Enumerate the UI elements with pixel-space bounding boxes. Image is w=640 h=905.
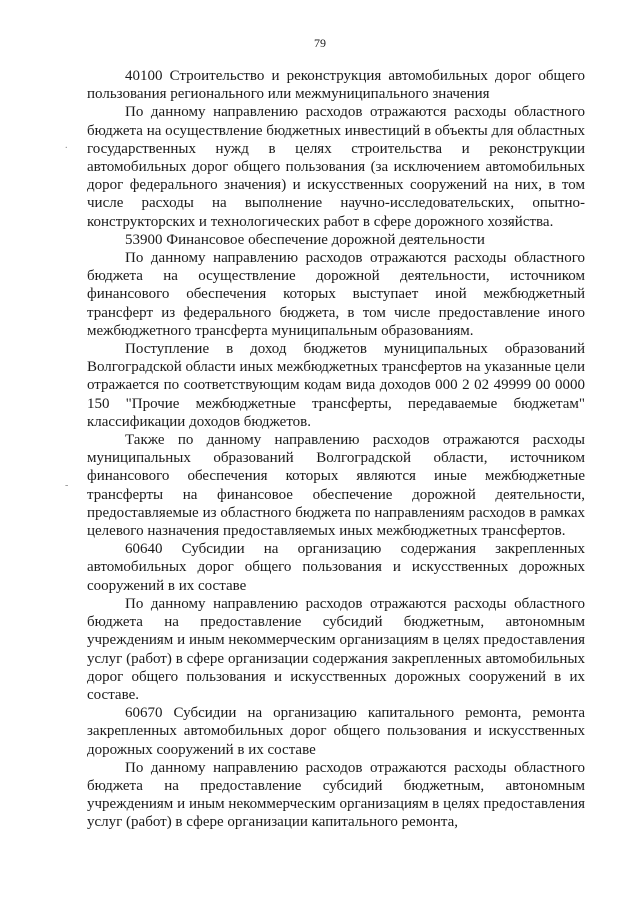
paragraph: Поступление в доход бюджетов муниципальных образований Волгоградской области иных межбюджетных трансфертов на указанные цели отражается по соответствующим кодам вида доходов 000 2 02 49999 00 0000 150 "Прочие межбюджетные трансферты, передаваемые бюджетам" классификации доходов бюджетов. — [87, 341, 585, 430]
margin-mark: - — [65, 480, 69, 491]
paragraph: По данному направлению расходов отражаются расходы областного бюджета на осуществление бюджетных инвестиций в объекты для областных государственных нужд в целях строительства и реконструкции автомобильных дорог общего пользования (за исключением автомобильных дорог федерального значения) и искусственных сооружений на них, в том числе расходы на выполнение научно-исследовательских, опытно-конструкторских и технологических работ в сфере дорожного хозяйства. — [87, 104, 585, 230]
paragraph: Также по данному направлению расходов отражаются расходы муниципальных образований Волгоградской области, источником финансового обеспечения которых являются иные межбюджетные трансферты на финансовое обеспечение дорожной деятельности, предоставляемые из областного бюджета по направлениям расходов в рамках целевого назначения предоставляемых иных межбюджетных трансфертов. — [87, 432, 585, 540]
paragraph: По данному направлению расходов отражаются расходы областного бюджета на предоставление субсидий бюджетным, автономным учреждениям и иным некоммерческим организациям в целях предоставления услуг (работ) в сфере организации содержания закрепленных автомобильных дорог общего пользования и искусственных дорожных сооружений в их составе. — [87, 595, 585, 703]
document-body — [87, 67, 585, 832]
section-heading-53900: 53900 Финансовое обеспечение дорожной деятельности — [125, 231, 485, 248]
paragraph: По данному направлению расходов отражаются расходы областного бюджета на предоставление субсидий бюджетным, автономным учреждениям и иным некоммерческим организациям в целях предоставления услуг (работ) в сфере организации капитального ремонта, — [87, 759, 585, 831]
paragraph: По данному направлению расходов отражаются расходы областного бюджета на осуществление дорожной деятельности, источником финансового обеспечения которых выступает иной межбюджетный трансферт из федерального бюджета, в том числе предоставление иного межбюджетного трансферта муниципальным образованиям. — [87, 250, 585, 339]
section-heading-40100: 40100 Строительство и реконструкция автомобильных дорог общего пользования регионального или межмуниципального значения — [87, 68, 585, 103]
page-number: 79 — [314, 36, 326, 50]
margin-mark: . — [65, 140, 68, 151]
section-heading-60640: 60640 Субсидии на организацию содержания закрепленных автомобильных дорог общего пользования и искусственных дорожных сооружений в их составе — [87, 541, 585, 594]
section-heading-60670: 60670 Субсидии на организацию капитального ремонта, ремонта закрепленных автомобильных дорог общего пользования и искусственных дорожных сооружений в их составе — [87, 705, 585, 758]
